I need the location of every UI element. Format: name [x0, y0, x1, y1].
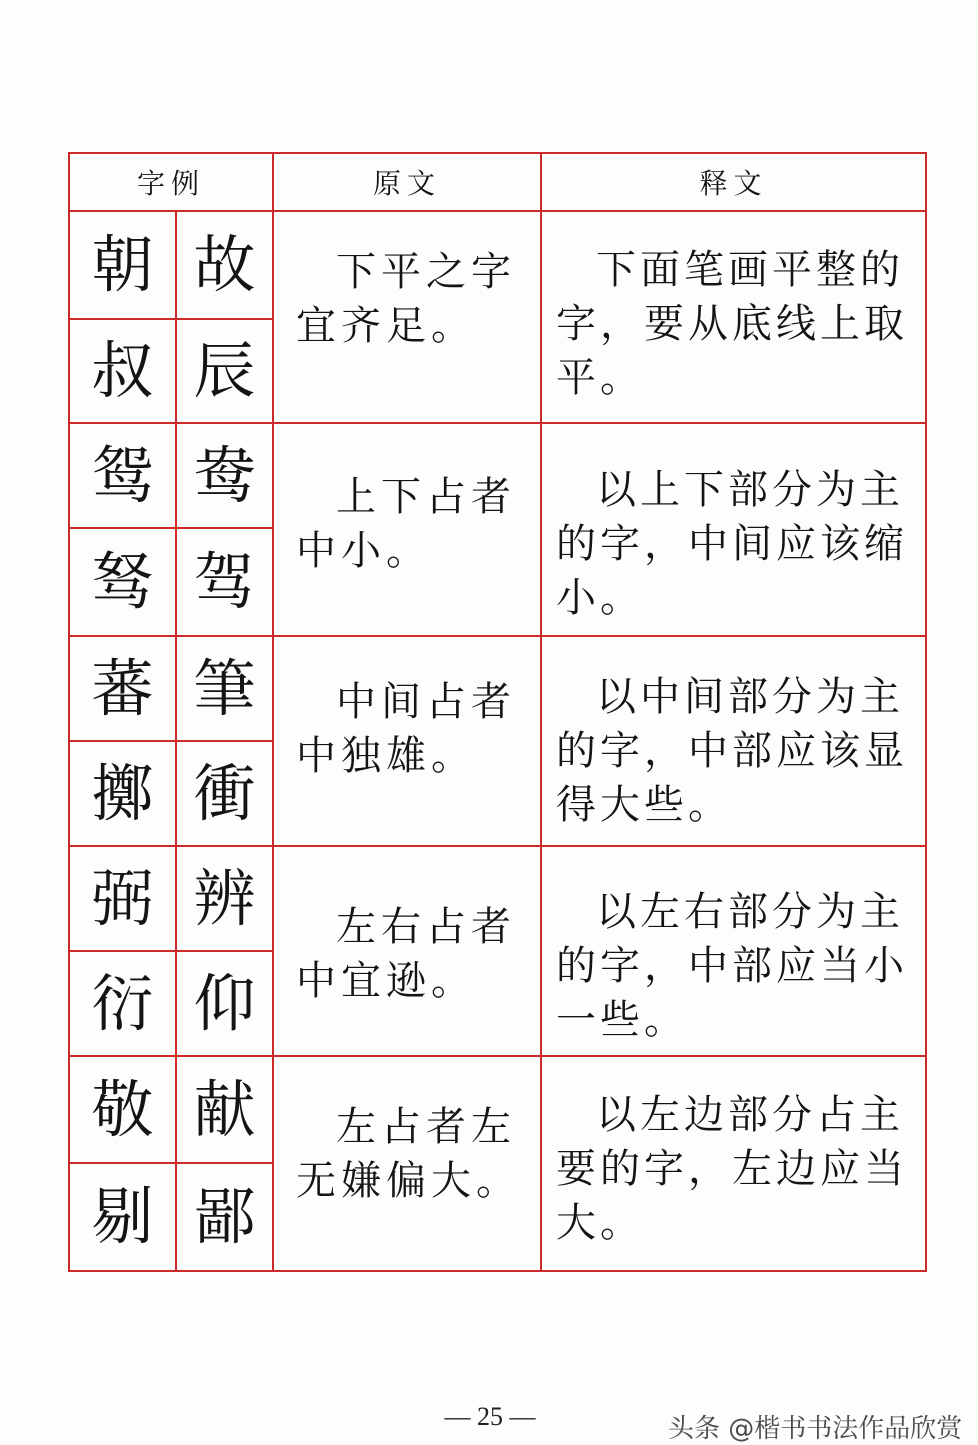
explanation-line: 的字，中间应该缩	[556, 521, 909, 567]
original-line: 无嫌偏大。	[296, 1158, 522, 1204]
example-char: 驾	[176, 528, 273, 636]
original-line: 宜齐足。	[296, 303, 477, 349]
original-text-cell	[273, 1056, 541, 1271]
original-line: 左占者左	[336, 1104, 517, 1150]
table-row	[69, 423, 926, 528]
original-line: 中独雄。	[296, 733, 477, 779]
original-line: 中宜逊。	[296, 958, 477, 1004]
explanation-cell	[541, 423, 926, 636]
example-char: 衝	[176, 741, 273, 846]
explanation-line: 字，要从底线上取	[556, 301, 909, 347]
original-line: 中间占者	[336, 679, 517, 725]
example-char: 筆	[176, 636, 273, 741]
example-char: 鸯	[176, 423, 273, 528]
header-explanation: 释文	[541, 153, 926, 211]
explanation-line: 一些。	[556, 997, 689, 1043]
table-row	[69, 1056, 926, 1163]
explanation-line: 小。	[556, 575, 645, 621]
original-line: 左右占者	[336, 904, 517, 950]
explanation-line: 的字，中部应该显	[556, 728, 909, 774]
structure-table	[68, 152, 927, 1272]
table-row	[69, 211, 926, 319]
example-char: 弼	[69, 846, 176, 951]
explanation-line: 以中间部分为主	[596, 674, 905, 720]
table-row	[69, 846, 926, 951]
example-char: 鄙	[176, 1163, 273, 1271]
example-char: 鸳	[69, 423, 176, 528]
explanation-cell	[541, 846, 926, 1056]
original-line: 上下占者	[336, 474, 517, 520]
example-char: 敬	[69, 1056, 176, 1163]
example-char: 仰	[176, 951, 273, 1056]
example-char: 擲	[69, 741, 176, 846]
explanation-cell	[541, 636, 926, 846]
header-row	[69, 153, 926, 211]
explanation-cell	[541, 1056, 926, 1271]
explanation-line: 的字，中部应当小	[556, 943, 909, 989]
explanation-line: 得大些。	[556, 782, 733, 828]
original-text-cell	[273, 423, 541, 636]
example-char: 献	[176, 1056, 273, 1163]
original-line: 中小。	[296, 528, 432, 574]
example-char: 驽	[69, 528, 176, 636]
example-char: 辨	[176, 846, 273, 951]
explanation-line: 以左边部分占主	[596, 1092, 905, 1138]
table-row	[69, 636, 926, 741]
original-text-cell	[273, 846, 541, 1056]
example-char: 朝	[69, 211, 176, 319]
header-examples: 字例	[69, 153, 273, 211]
original-line: 下平之字	[336, 249, 517, 295]
example-char: 剔	[69, 1163, 176, 1271]
original-text-cell	[273, 636, 541, 846]
explanation-line: 平。	[556, 355, 645, 401]
header-original: 原文	[273, 153, 541, 211]
original-text-cell	[273, 211, 541, 423]
explanation-line: 要的字，左边应当	[556, 1146, 909, 1192]
explanation-line: 下面笔画平整的	[596, 247, 905, 293]
explanation-line: 大。	[556, 1200, 645, 1246]
example-char: 蕃	[69, 636, 176, 741]
example-char: 辰	[176, 319, 273, 423]
page-number: — 25 —	[444, 1402, 536, 1431]
source-watermark: 头条 @楷书书法作品欣赏	[668, 1414, 963, 1444]
explanation-line: 以左右部分为主	[596, 889, 905, 935]
explanation-cell	[541, 211, 926, 423]
example-char: 叔	[69, 319, 176, 423]
example-char: 故	[176, 211, 273, 319]
example-char: 衍	[69, 951, 176, 1056]
explanation-line: 以上下部分为主	[596, 467, 905, 513]
